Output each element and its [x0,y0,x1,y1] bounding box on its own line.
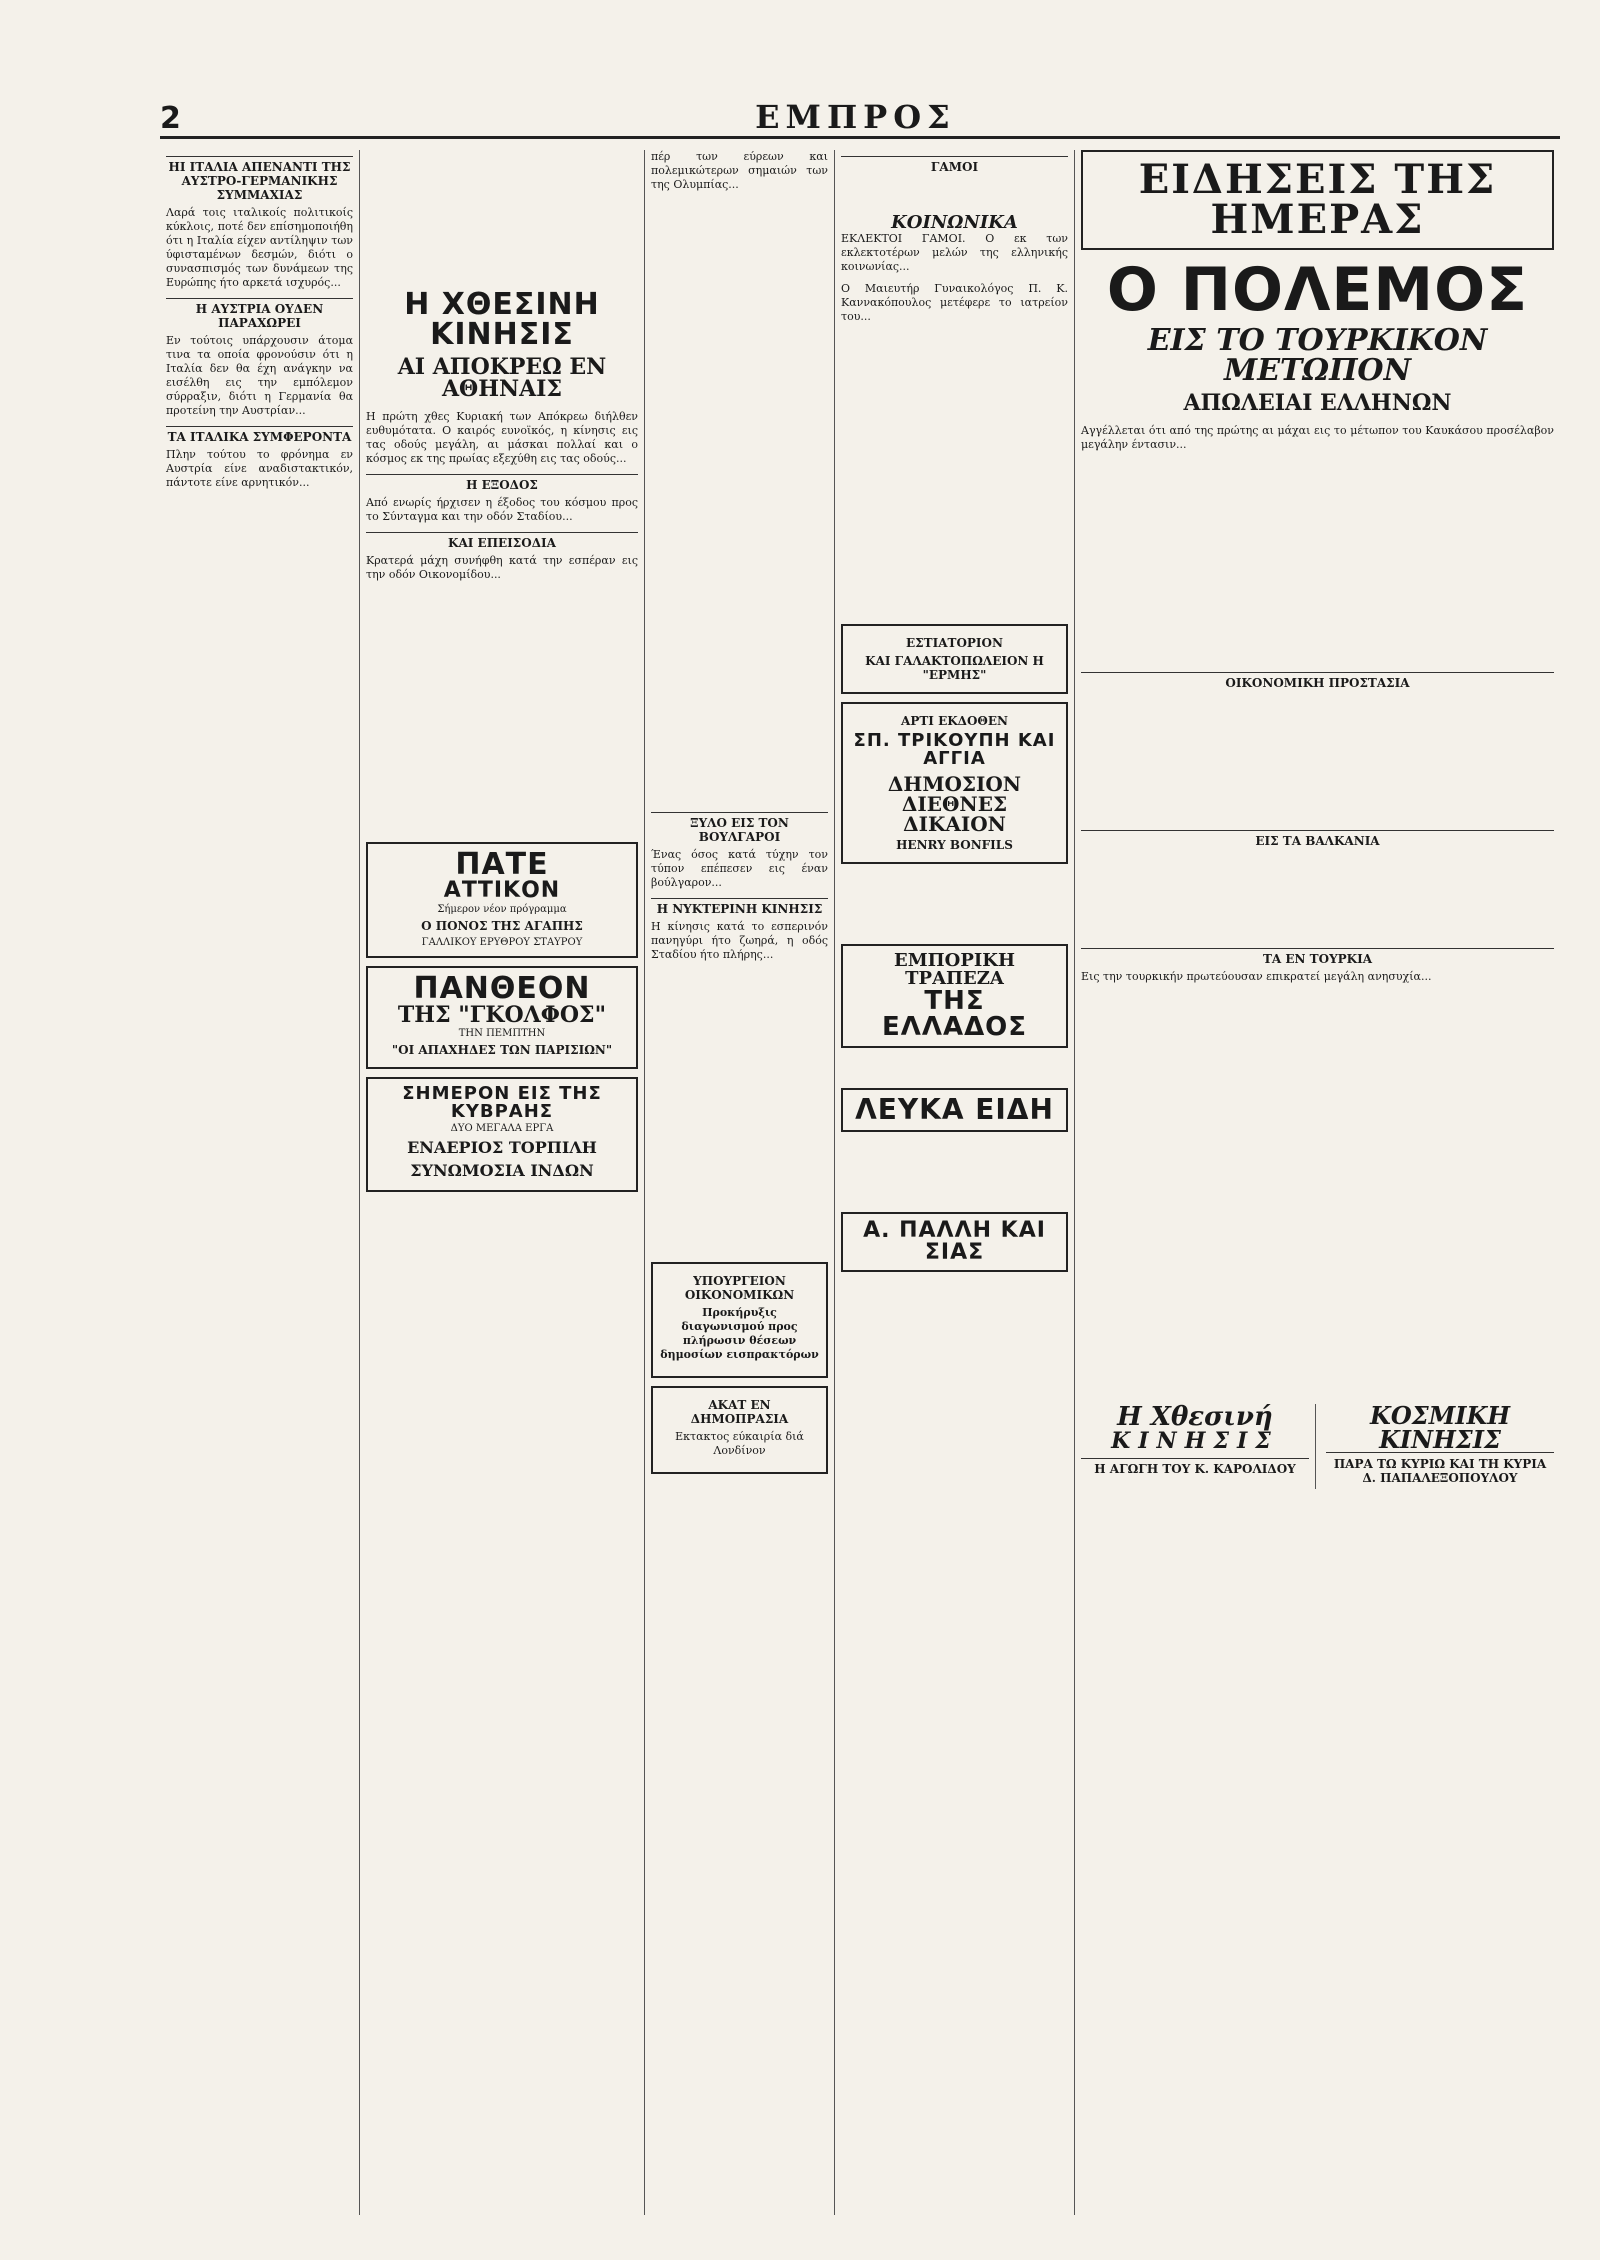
column-4 [835,150,1075,2215]
losses-headline: ΑΠΩΛΕΙΑΙ ΕΛΛΗΝΩΝ [1183,390,1452,416]
ad-title: ΛΕΥΚΑ ΕΙΔΗ [855,1093,1054,1126]
bottom-sections [1081,1401,1554,1489]
ad-title: ΣΠ. ΤΡΙΚΟΥΠΗ ΚΑΙ ΑΓΓΙΑ [853,730,1056,769]
bank-ad [841,944,1068,1048]
notice-title: ΥΠΟΥΡΓΕΙΟΝ ΟΙΚΟΝΟΜΙΚΩΝ [684,1274,795,1302]
ad-subtitle: ΚΑΙ ΓΑΛΑΚΤΟΠΩΛΕΙΟΝ Η "ΕΡΜΗΣ" [865,654,1044,682]
ad-title: ΕΜΠΟΡΙΚΗ ΤΡΑΠΕΖΑ [894,950,1015,989]
ad-title: ΕΣΤΙΑΤΟΡΙΟΝ [906,636,1003,650]
ad-line: ΤΗΝ ΠΕΜΠΤΗΝ [458,1028,546,1039]
ministry-notice [651,1262,828,1378]
article-text: ΕΚΛΕΚΤΟΙ ΓΑΜΟΙ. Ο εκ των εκλεκτοτέρων μελών της ελληνικής κοινωνίας... [841,232,1068,273]
social-section [1326,1401,1554,1489]
page-number: 2 [160,101,181,136]
cinema-ad-pantheon [366,966,638,1069]
article-text: Λαρά τοις ιταλικοίς πολιτικοίς κύκλοις, ποτέ δεν επίσημοποιήθη ότι η Ιταλία είχεν αντίληψιν των ύφισταμένων δεσμών, διότι ο συνασπισμός των δυνάμεων της Ευρώπης ήτο αρκετά ισχυρός... [166,206,353,289]
ad-line: "ΟΙ ΑΠΑΧΗΔΕΣ ΤΩΝ ΠΑΡΙΣΙΩΝ" [391,1043,613,1057]
article-text: Εις την τουρκικήν πρωτεύουσαν επικρατεί μεγάλη ανησυχία... [1081,970,1432,983]
article-text: Η πρώτη χθες Κυριακή των Απόκρεω διήλθεν ευθυμότατα. Ο καιρός ευνοϊκός, η κίνησις εις τας οδούς μεγάλη, αι μάσκαι πολλαί και ο κόσμος εκ της πρωίας εξεχύθη εις τας οδούς... [366,410,638,465]
yesterday-section [1081,1404,1316,1489]
ad-title: Α. ΠΑΛΛΗ ΚΑΙ ΣΙΑΣ [863,1218,1046,1265]
article-text: Ένας όσος κατά τύχην τον τύπον επέπεσεν εις έναν βούλγαρον... [651,848,828,889]
notice-title: ΑΚΑΤ ΕΝ ΔΗΜΟΠΡΑΣΙΑ [690,1398,789,1426]
article-text: Αγγέλλεται ότι από της πρώτης αι μάχαι εις το μέτωπον του Καυκάσου προσέλαβον μεγάλην έντασιν... [1081,424,1554,451]
article-heading: ΟΙΚΟΝΟΜΙΚΗ ΠΡΟΣΤΑΣΙΑ [1081,672,1554,690]
ad-line: ΓΑΛΛΙΚΟΥ ΕΡΥΘΡΟΥ ΣΤΑΥΡΟΥ [421,937,583,948]
ad-line: ΕΝΑΕΡΙΟΣ ΤΟΡΠΙΛΗ [407,1138,597,1157]
article-heading: ΤΑ ΕΝ ΤΟΥΡΚΙΑ [1081,948,1554,966]
article-text: Από ενωρίς ήρχισεν η έξοδος του κόσμου προς το Σύνταγμα και την οδόν Σταδίου... [366,496,638,523]
column-3 [645,150,835,2215]
article-text: Ο Μαιευτήρ Γυναικολόγος Π. Κ. Καννακόπουλος μετέφερε το ιατρείον του... [841,282,1068,323]
article-text: Εν τούτοις υπάρχουσιν άτομα τινα τα οποία φρονούσιν ότι η Ιταλία δεν θα έχη ανάγκην να εισέλθη εις την εμπόλεμον σύρραξιν, διότι η Γερμανία θα προτείνη την Αυστρίαν... [166,334,353,417]
ad-line: Σήμερον νέον πρόγραμμα [437,904,567,915]
article-text: Πλην τούτου το φρόνημα εν Αυστρία είνε αναδιστακτικόν, πάντοτε είνε αρνητικόν... [166,448,353,489]
front-headline: ΕΙΣ ΤΟ ΤΟΥΡΚΙΚΟΝ ΜΕΤΩΠΟΝ [1147,323,1488,388]
cinema-ad-kyvelis [366,1077,638,1192]
ad-line: ΔΥΟ ΜΕΓΑΛΑ ΕΡΓΑ [450,1123,554,1134]
section-title: ΚΟΙΝΩΝΙΚΑ [891,212,1018,233]
ad-line: HENRY BONFILS [896,838,1013,852]
linen-ad [841,1088,1068,1132]
section-title: Η ΧΘΕΣΙΝΗ ΚΙΝΗΣΙΣ [404,287,600,352]
ad-line: ΣΥΝΩΜΟΣΙΑ ΙΝΔΩΝ [410,1161,594,1180]
newspaper-title: ΕΜΠΡΟΣ [755,98,956,136]
ad-head: ΑΡΤΙ ΕΚΔΟΘΕΝ [901,714,1008,728]
ad-title: ΣΗΜΕΡΟΝ ΕΙΣ ΤΗΣ ΚΥΒΡΑΗΣ [402,1083,602,1122]
notice-text: Εκτακτος εύκαιρία διά Λονδίνον [675,1430,804,1457]
ad-subtitle: ΑΤΤΙΚΟΝ [443,878,561,903]
article-heading: Η ΑΓΩΓΗ ΤΟΥ Κ. ΚΑΡΟΛΙΔΟΥ [1081,1458,1309,1476]
ad-title: ΠΑΤΕ [455,847,549,882]
section-title: Η Χθεσινή [1117,1402,1273,1432]
article-heading: ΚΑΙ ΕΠΕΙΣΟΔΙΑ [366,532,638,550]
article-heading: ΗΙ ΙΤΑΛΙΑ ΑΠΕΝΑΝΤΙ ΤΗΣ ΑΥΣΤΡΟ-ΓΕΡΜΑΝΙΚΗΣ ΣΥΜΜΑΧΙΑΣ [166,156,353,202]
war-headline: Ο ΠΟΛΕΜΟΣ [1106,255,1529,325]
article-text: Κρατερά μάχη συνήφθη κατά την εσπέραν εις την οδόν Οικονομίδου... [366,554,638,581]
article-heading: ΤΑ ΙΤΑΛΙΚΑ ΣΥΜΦΕΡΟΝΤΑ [166,426,353,444]
article-heading: ΠΑΡΑ ΤΩ ΚΥΡΙΩ ΚΑΙ ΤΗ ΚΥΡΙΑ Δ. ΠΑΠΑΛΕΞΟΠΟΥΛΟΥ [1333,1457,1547,1485]
masthead [160,96,1560,139]
notice-text: Προκήρυξις διαγωνισμού προς πλήρωσιν θέσεων δημοσίων εισπρακτόρων [660,1306,819,1361]
ad-subtitle: ΤΗΣ ΕΛΛΑΔΟΣ [881,986,1028,1042]
section-title: ΚΟΣΜΙΚΗ ΚΙΝΗΣΙΣ [1326,1404,1554,1453]
article-heading: ΞΥΛΟ ΕΙΣ ΤΟΝ ΒΟΥΛΓΑΡΟΙ [651,812,828,844]
cinema-ad-attikon [366,842,638,958]
article-heading: ΕΙΣ ΤΑ ΒΑΛΚΑΝΙΑ [1081,830,1554,848]
article-heading: Η ΝΥΚΤΕΡΙΝΗ ΚΙΝΗΣΙΣ [651,898,828,916]
article-text: Η κίνησις κατά το εσπερινόν πανηγύρι ήτο ζωηρά, η οδός Σταδίου ήτο πλήρης... [651,920,828,961]
ad-line: ΔΙΕΘΝΕΣ ΔΙΚΑΙΟΝ [901,792,1008,836]
column-2 [360,150,645,2215]
auction-notice [651,1386,828,1474]
section-subtitle: ΑΙ ΑΠΟΚΡΕΩ ΕΝ ΑΘΗΝΑΙΣ [397,354,607,402]
news-banner: ΕΙΔΗΣΕΙΣ ΤΗΣ ΗΜΕΡΑΣ [1081,150,1554,250]
book-ad [841,702,1068,864]
section-subtitle: ΚΙΝΗΣΙΣ [1111,1428,1279,1454]
article-text: πέρ των εύρεων και πολεμικώτερων σημαιών των της Ολυμπίας... [651,150,828,191]
column-1 [160,150,360,2215]
article-heading: ΓΑΜΟΙ [841,156,1068,174]
palli-ad [841,1212,1068,1272]
article-heading: Η ΕΞΟΔΟΣ [366,474,638,492]
column-5 [1075,150,1560,2215]
ad-line: ΤΗΣ "ΓΚΟΛΦΟΣ" [397,1002,607,1028]
restaurant-ad [841,624,1068,694]
article-heading: Η ΑΥΣΤΡΙΑ ΟΥΔΕΝ ΠΑΡΑΧΩΡΕΙ [166,298,353,330]
ad-line: Ο ΠΟΝΟΣ ΤΗΣ ΑΓΑΠΗΣ [421,919,583,933]
ad-line: ΔΗΜΟΣΙΟΝ [887,772,1022,796]
ad-title: ΠΑΝΘΕΟΝ [413,971,591,1006]
